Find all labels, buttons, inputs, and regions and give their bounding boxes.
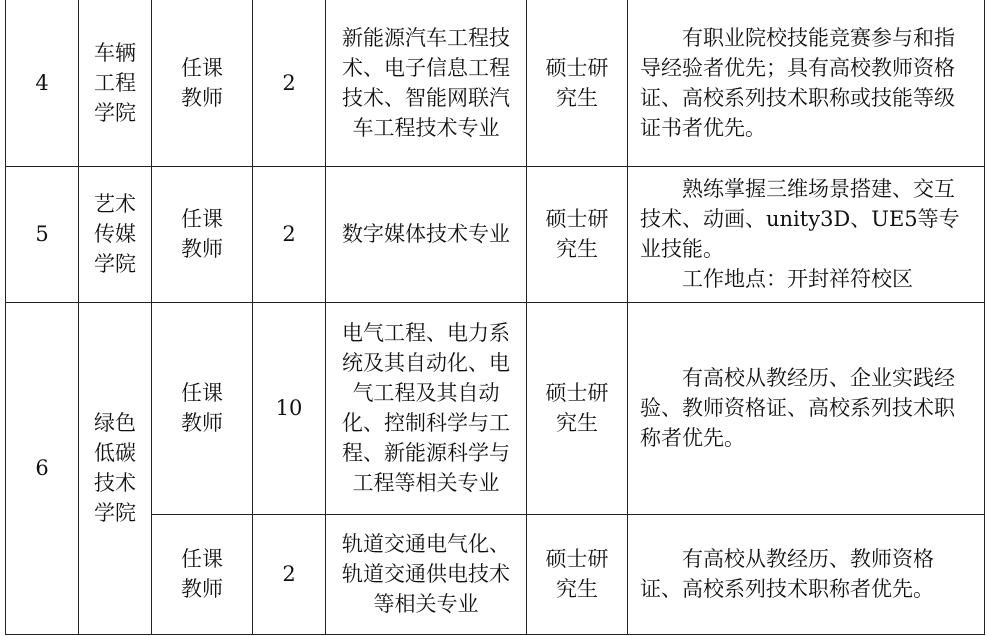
major-text: 新能源汽车工程技术、电子信息工程技术、智能网联汽车工程技术专业 [342, 25, 510, 140]
post-cell [152, 166, 253, 302]
requirement-text: 熟练掌握三维场景搭建、交互技术、动画、unity3D、UE5等专业技能。 [640, 177, 960, 261]
requirement-text: 有高校从教经历、企业实践经验、教师资格证、高校系列技术职称者优先。 [640, 366, 955, 450]
degree-text: 硕士研究生 [545, 207, 609, 261]
degree-text: 硕士研究生 [545, 55, 609, 110]
headcount: 10 [253, 302, 326, 514]
major-text: 数字媒体技术专业 [342, 222, 510, 246]
table-row [6, 166, 985, 302]
row-number: 4 [6, 0, 79, 166]
headcount: 2 [253, 514, 326, 634]
degree-cell [527, 514, 628, 634]
headcount: 2 [253, 166, 326, 302]
row-number: 5 [6, 166, 79, 302]
degree-text: 硕士研究生 [545, 547, 609, 601]
post-cell [152, 0, 253, 166]
college-cell [79, 0, 152, 166]
row-number: 6 [6, 302, 79, 634]
table-row [6, 302, 985, 514]
requirement-cell [628, 302, 985, 514]
college-cell [79, 302, 152, 634]
headcount: 2 [253, 0, 326, 166]
requirement-text: 有职业院校技能竞赛参与和指导经验者优先；具有高校教师资格证、高校系列技术职称或技能等级证书者优先。 [640, 25, 955, 140]
degree-cell [527, 302, 628, 514]
requirement-cell [628, 514, 985, 634]
recruitment-table [5, 0, 985, 635]
table-row [6, 0, 985, 166]
college-name: 绿色低碳技术学院 [94, 411, 136, 525]
major-cell [326, 0, 527, 166]
work-location: 工作地点：开封祥符校区 [682, 267, 913, 291]
major-text: 电气工程、电力系统及其自动化、电气工程及其自动化、控制科学与工程、新能源科学与工程等相关专业 [342, 321, 510, 495]
major-cell [326, 166, 527, 302]
major-cell [326, 514, 527, 634]
college-cell [79, 166, 152, 302]
college-name: 车辆工程学院 [94, 40, 136, 125]
table-row [6, 514, 985, 634]
major-cell [326, 302, 527, 514]
requirement-cell [628, 166, 985, 302]
degree-cell [527, 166, 628, 302]
post-name: 任课教师 [181, 547, 223, 601]
post-name: 任课教师 [181, 381, 223, 435]
major-text: 轨道交通电气化、轨道交通供电技术等相关专业 [342, 532, 510, 616]
requirement-cell [628, 0, 985, 166]
requirement-text: 有高校从教经历、教师资格证、高校系列技术职称者优先。 [640, 547, 934, 601]
post-cell [152, 514, 253, 634]
degree-cell [527, 0, 628, 166]
college-name: 艺术传媒学院 [94, 192, 136, 276]
post-name: 任课教师 [181, 207, 223, 261]
post-cell [152, 302, 253, 514]
post-name: 任课教师 [181, 55, 223, 110]
degree-text: 硕士研究生 [545, 381, 609, 435]
